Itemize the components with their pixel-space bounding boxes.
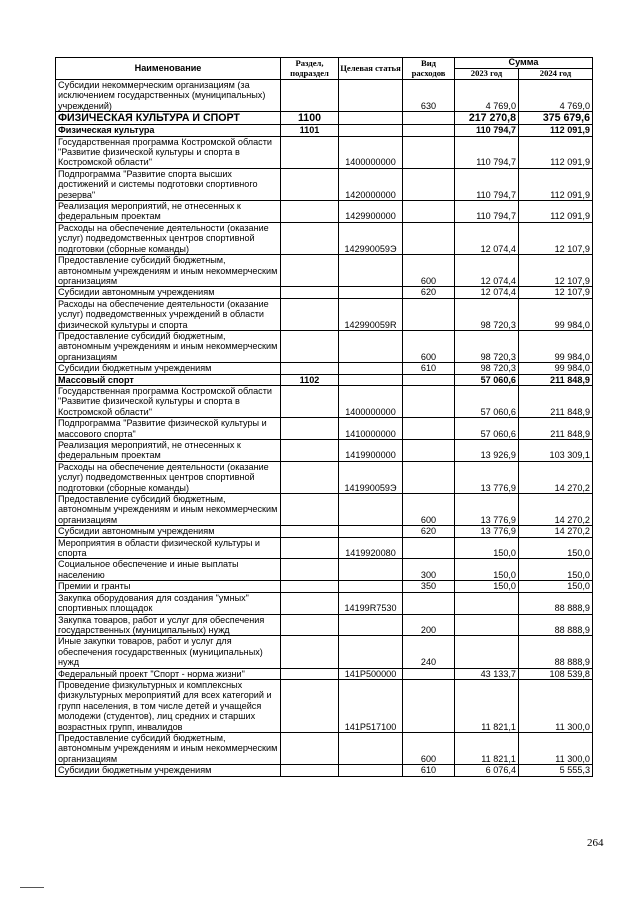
row-target <box>339 80 403 112</box>
row-sum-2023: 110 794,7 <box>455 201 519 223</box>
page-number: 264 <box>587 837 604 849</box>
row-section <box>281 385 339 417</box>
row-section <box>281 581 339 592</box>
table-row <box>56 494 593 526</box>
row-sum-2024: 12 107,9 <box>519 222 593 254</box>
table-row <box>56 537 593 559</box>
table-row <box>56 440 593 462</box>
table-row <box>56 125 593 136</box>
row-expense-type <box>403 136 455 168</box>
row-section <box>281 222 339 254</box>
row-target: 1400000000 <box>339 136 403 168</box>
row-sum-2023: 57 060,6 <box>455 418 519 440</box>
row-sum-2024: 5 555,3 <box>519 765 593 776</box>
row-sum-2023: 150,0 <box>455 559 519 581</box>
row-sum-2023 <box>455 636 519 668</box>
row-name: Субсидии некоммерческим организациям (за исключением государственных (муниципальных) учреждений) <box>56 80 281 112</box>
row-sum-2023: 57 060,6 <box>455 374 519 385</box>
row-sum-2023: 12 074,4 <box>455 255 519 287</box>
row-sum-2024: 112 091,9 <box>519 136 593 168</box>
row-sum-2023: 6 076,4 <box>455 765 519 776</box>
row-name: ФИЗИЧЕСКАЯ КУЛЬТУРА И СПОРТ <box>56 112 281 125</box>
row-target <box>339 112 403 125</box>
row-name: Субсидии автономным учреждениям <box>56 287 281 298</box>
row-target: 1420000000 <box>339 168 403 200</box>
row-expense-type: 240 <box>403 636 455 668</box>
row-expense-type: 350 <box>403 581 455 592</box>
row-sum-2024: 150,0 <box>519 537 593 559</box>
table-row <box>56 592 593 614</box>
row-expense-type <box>403 418 455 440</box>
row-name: Государственная программа Костромской области "Развитие физической культуры и спорта в Костромской области" <box>56 385 281 417</box>
row-section <box>281 679 339 732</box>
row-target: 1429900000 <box>339 201 403 223</box>
row-target: 1400000000 <box>339 385 403 417</box>
table-row <box>56 330 593 362</box>
row-name: Расходы на обеспечение деятельности (оказание услуг) подведомственных центров спортивной подготовки (сборные команды) <box>56 222 281 254</box>
row-sum-2024: 99 984,0 <box>519 363 593 374</box>
row-sum-2023: 11 821,1 <box>455 732 519 764</box>
row-target <box>339 287 403 298</box>
row-name: Премии и гранты <box>56 581 281 592</box>
table-row <box>56 201 593 223</box>
row-name: Подпрограмма "Развитие спорта высших достижений и системы подготовки спортивного резерва" <box>56 168 281 200</box>
row-target <box>339 559 403 581</box>
row-section <box>281 255 339 287</box>
row-sum-2024: 4 769,0 <box>519 80 593 112</box>
row-expense-type: 600 <box>403 330 455 362</box>
table-row <box>56 418 593 440</box>
row-sum-2023: 98 720,3 <box>455 363 519 374</box>
row-expense-type: 620 <box>403 526 455 537</box>
row-target: 142990059R <box>339 298 403 330</box>
row-expense-type: 610 <box>403 363 455 374</box>
row-expense-type <box>403 298 455 330</box>
row-target: 141990059Э <box>339 461 403 493</box>
header-expense-type: Вид расходов <box>403 58 455 80</box>
row-sum-2024: 14 270,2 <box>519 461 593 493</box>
row-name: Субсидии бюджетным учреждениям <box>56 363 281 374</box>
row-section <box>281 440 339 462</box>
row-target <box>339 125 403 136</box>
row-section <box>281 80 339 112</box>
table-row <box>56 385 593 417</box>
row-expense-type <box>403 537 455 559</box>
row-section <box>281 461 339 493</box>
row-section <box>281 732 339 764</box>
row-sum-2024: 99 984,0 <box>519 298 593 330</box>
row-target: 142990059Э <box>339 222 403 254</box>
header-section: Раздел, подраздел <box>281 58 339 80</box>
table-row <box>56 287 593 298</box>
row-sum-2023: 13 776,9 <box>455 526 519 537</box>
table-body <box>56 80 593 777</box>
row-sum-2024: 112 091,9 <box>519 125 593 136</box>
row-section <box>281 668 339 679</box>
row-name: Предоставление субсидий бюджетным, автономным учреждениям и иным некоммерческим организациям <box>56 255 281 287</box>
row-section <box>281 298 339 330</box>
row-section <box>281 494 339 526</box>
table-row <box>56 559 593 581</box>
row-name: Проведение физкультурных и комплексных физкультурных мероприятий для всех категорий и групп населения, в том числе детей и учащейся молодежи (студентов), лиц средних и старших возрастных групп, инвалидов <box>56 679 281 732</box>
row-section <box>281 765 339 776</box>
row-sum-2024: 112 091,9 <box>519 168 593 200</box>
row-name: Предоставление субсидий бюджетным, автономным учреждениям и иным некоммерческим организациям <box>56 494 281 526</box>
row-target: 1410000000 <box>339 418 403 440</box>
row-name: Реализация мероприятий, не отнесенных к федеральным проектам <box>56 201 281 223</box>
row-section: 1101 <box>281 125 339 136</box>
row-name: Предоставление субсидий бюджетным, автономным учреждениям и иным некоммерческим организациям <box>56 732 281 764</box>
row-sum-2023: 110 794,7 <box>455 136 519 168</box>
row-target <box>339 363 403 374</box>
row-target: 14199R7530 <box>339 592 403 614</box>
row-expense-type: 600 <box>403 494 455 526</box>
row-sum-2023: 57 060,6 <box>455 385 519 417</box>
row-section <box>281 614 339 636</box>
row-sum-2023 <box>455 614 519 636</box>
table-row <box>56 112 593 125</box>
row-sum-2023: 13 776,9 <box>455 461 519 493</box>
table-row <box>56 222 593 254</box>
row-section <box>281 287 339 298</box>
row-section: 1102 <box>281 374 339 385</box>
row-sum-2023: 98 720,3 <box>455 298 519 330</box>
row-expense-type <box>403 385 455 417</box>
row-sum-2023: 4 769,0 <box>455 80 519 112</box>
row-name: Физическая культура <box>56 125 281 136</box>
row-target: 141Р500000 <box>339 668 403 679</box>
row-expense-type <box>403 374 455 385</box>
row-sum-2024: 211 848,9 <box>519 374 593 385</box>
table-row <box>56 298 593 330</box>
row-sum-2023: 98 720,3 <box>455 330 519 362</box>
row-sum-2023: 13 776,9 <box>455 494 519 526</box>
row-target <box>339 255 403 287</box>
row-name: Субсидии бюджетным учреждениям <box>56 765 281 776</box>
table-row <box>56 255 593 287</box>
row-sum-2023: 217 270,8 <box>455 112 519 125</box>
row-section <box>281 418 339 440</box>
row-sum-2023: 12 074,4 <box>455 287 519 298</box>
row-expense-type <box>403 201 455 223</box>
row-sum-2024: 14 270,2 <box>519 526 593 537</box>
row-section <box>281 636 339 668</box>
row-sum-2023 <box>455 592 519 614</box>
table-row <box>56 581 593 592</box>
row-sum-2023: 43 133,7 <box>455 668 519 679</box>
row-sum-2023: 150,0 <box>455 537 519 559</box>
row-sum-2024: 108 539,8 <box>519 668 593 679</box>
row-name: Субсидии автономным учреждениям <box>56 526 281 537</box>
row-sum-2024: 375 679,6 <box>519 112 593 125</box>
row-name: Подпрограмма "Развитие физической культуры и массового спорта" <box>56 418 281 440</box>
row-sum-2024: 11 300,0 <box>519 679 593 732</box>
row-target <box>339 636 403 668</box>
row-target <box>339 494 403 526</box>
row-expense-type <box>403 679 455 732</box>
row-sum-2024: 99 984,0 <box>519 330 593 362</box>
row-name: Реализация мероприятий, не отнесенных к федеральным проектам <box>56 440 281 462</box>
row-target <box>339 526 403 537</box>
row-expense-type: 620 <box>403 287 455 298</box>
row-target <box>339 330 403 362</box>
row-section <box>281 363 339 374</box>
row-target: 1419900000 <box>339 440 403 462</box>
row-sum-2024: 88 888,9 <box>519 636 593 668</box>
table-row <box>56 614 593 636</box>
footnote-divider <box>20 887 44 888</box>
row-sum-2024: 112 091,9 <box>519 201 593 223</box>
row-expense-type: 300 <box>403 559 455 581</box>
row-section <box>281 559 339 581</box>
row-name: Мероприятия в области физической культуры и спорта <box>56 537 281 559</box>
row-target: 141Р517100 <box>339 679 403 732</box>
row-sum-2023: 12 074,4 <box>455 222 519 254</box>
row-section <box>281 592 339 614</box>
row-section <box>281 136 339 168</box>
row-name: Расходы на обеспечение деятельности (оказание услуг) подведомственных учреждений в области физической культуры и спорта <box>56 298 281 330</box>
row-sum-2023: 110 794,7 <box>455 125 519 136</box>
row-expense-type: 600 <box>403 732 455 764</box>
row-expense-type: 600 <box>403 255 455 287</box>
row-expense-type <box>403 168 455 200</box>
row-section <box>281 201 339 223</box>
row-name: Федеральный проект "Спорт - норма жизни" <box>56 668 281 679</box>
row-sum-2024: 103 309,1 <box>519 440 593 462</box>
row-section <box>281 526 339 537</box>
row-expense-type <box>403 461 455 493</box>
row-section <box>281 168 339 200</box>
row-expense-type: 630 <box>403 80 455 112</box>
table-row <box>56 765 593 776</box>
row-name: Массовый спорт <box>56 374 281 385</box>
row-target <box>339 765 403 776</box>
row-sum-2024: 211 848,9 <box>519 418 593 440</box>
row-sum-2024: 11 300,0 <box>519 732 593 764</box>
row-target <box>339 374 403 385</box>
table-row <box>56 526 593 537</box>
row-section <box>281 330 339 362</box>
table-row <box>56 363 593 374</box>
table-row <box>56 679 593 732</box>
row-sum-2024: 12 107,9 <box>519 287 593 298</box>
row-section: 1100 <box>281 112 339 125</box>
row-expense-type <box>403 125 455 136</box>
row-sum-2024: 88 888,9 <box>519 592 593 614</box>
row-expense-type <box>403 592 455 614</box>
row-name: Иные закупки товаров, работ и услуг для обеспечения государственных (муниципальных) нужд <box>56 636 281 668</box>
row-name: Социальное обеспечение и иные выплаты населению <box>56 559 281 581</box>
header-year-2023: 2023 год <box>455 69 519 80</box>
row-sum-2024: 14 270,2 <box>519 494 593 526</box>
table-row <box>56 732 593 764</box>
row-expense-type: 610 <box>403 765 455 776</box>
row-sum-2023: 150,0 <box>455 581 519 592</box>
table-row <box>56 136 593 168</box>
row-sum-2023: 110 794,7 <box>455 168 519 200</box>
row-expense-type: 200 <box>403 614 455 636</box>
row-sum-2024: 12 107,9 <box>519 255 593 287</box>
table-row <box>56 374 593 385</box>
header-name: Наименование <box>56 58 281 80</box>
row-target <box>339 732 403 764</box>
budget-table <box>55 57 593 777</box>
row-expense-type <box>403 222 455 254</box>
row-name: Предоставление субсидий бюджетным, автономным учреждениям и иным некоммерческим организациям <box>56 330 281 362</box>
row-sum-2024: 150,0 <box>519 581 593 592</box>
table-row <box>56 461 593 493</box>
row-name: Государственная программа Костромской области "Развитие физической культуры и спорта в Костромской области" <box>56 136 281 168</box>
row-sum-2024: 88 888,9 <box>519 614 593 636</box>
row-sum-2024: 150,0 <box>519 559 593 581</box>
row-sum-2023: 13 926,9 <box>455 440 519 462</box>
table-row <box>56 636 593 668</box>
header-year-2024: 2024 год <box>519 69 593 80</box>
row-target: 1419920080 <box>339 537 403 559</box>
row-sum-2023: 11 821,1 <box>455 679 519 732</box>
row-expense-type <box>403 440 455 462</box>
row-name: Закупка оборудования для создания "умных" спортивных площадок <box>56 592 281 614</box>
header-sum: Сумма <box>455 58 593 69</box>
row-expense-type <box>403 112 455 125</box>
row-name: Расходы на обеспечение деятельности (оказание услуг) подведомственных центров спортивной подготовки (сборные команды) <box>56 461 281 493</box>
row-name: Закупка товаров, работ и услуг для обеспечения государственных (муниципальных) нужд <box>56 614 281 636</box>
row-expense-type <box>403 668 455 679</box>
header-target: Целевая статья <box>339 58 403 80</box>
table-row <box>56 168 593 200</box>
table-row <box>56 668 593 679</box>
table-row <box>56 80 593 112</box>
row-sum-2024: 211 848,9 <box>519 385 593 417</box>
row-section <box>281 537 339 559</box>
row-target <box>339 614 403 636</box>
row-target <box>339 581 403 592</box>
